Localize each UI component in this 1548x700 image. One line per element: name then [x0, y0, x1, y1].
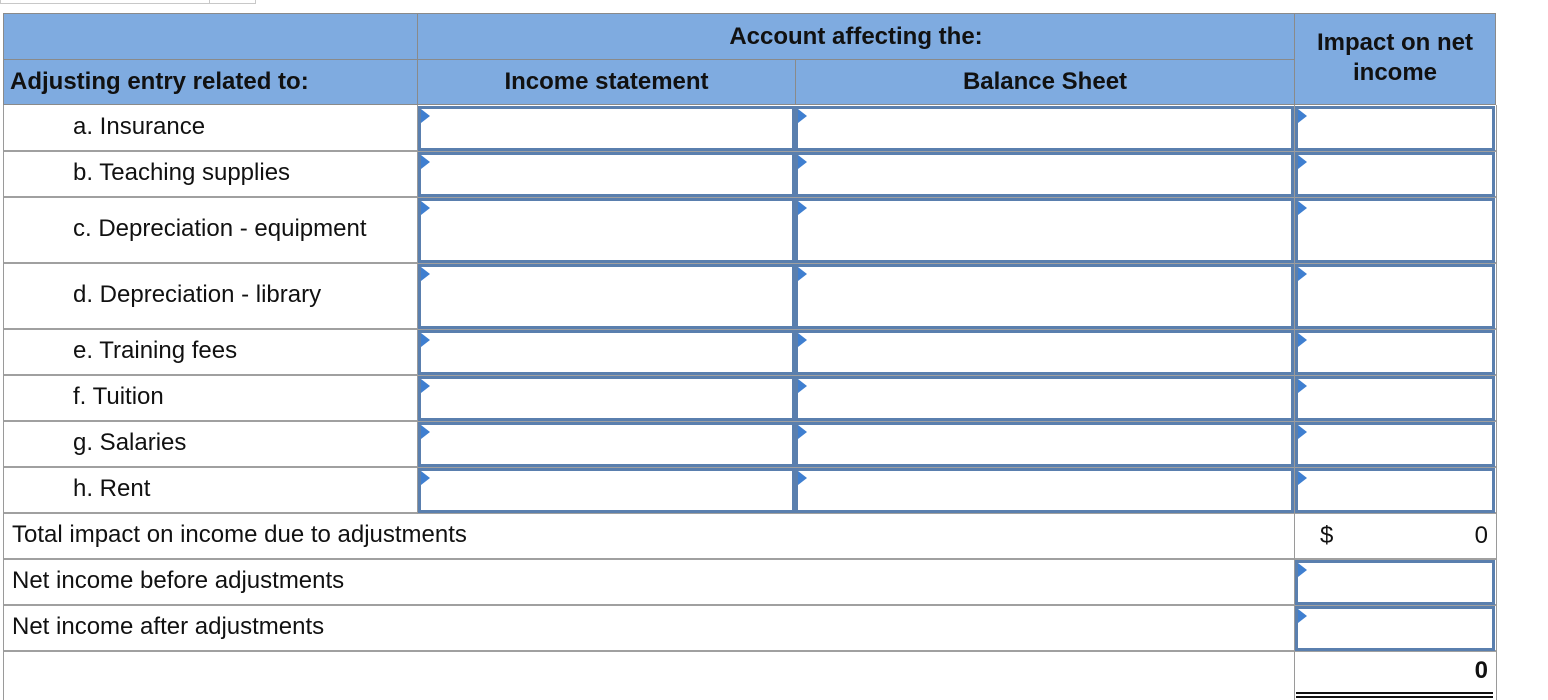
- row-label: e. Training fees: [73, 337, 238, 364]
- impact-input-field[interactable]: [1298, 155, 1492, 194]
- row-label: b. Teaching supplies: [73, 159, 291, 186]
- income-statement-select[interactable]: [418, 106, 795, 151]
- dropdown-marker-icon: [798, 201, 807, 215]
- impact-input-field[interactable]: [1298, 379, 1492, 418]
- total-impact-value: 0: [1474, 522, 1488, 549]
- balance-sheet-select[interactable]: [795, 152, 1294, 197]
- balance-sheet-select[interactable]: [795, 422, 1294, 467]
- total-impact-label: Total impact on income due to adjustments: [12, 521, 467, 548]
- dropdown-marker-icon: [421, 471, 430, 485]
- balance-sheet-select[interactable]: [795, 330, 1294, 375]
- impact-input[interactable]: [1295, 330, 1495, 375]
- header-balance-sheet: [795, 59, 1295, 105]
- net-income-after-field[interactable]: [1298, 609, 1492, 648]
- dropdown-marker-icon: [1298, 267, 1307, 281]
- net-income-after-label: Net income after adjustments: [12, 613, 325, 640]
- dropdown-marker-icon: [421, 201, 430, 215]
- dropdown-marker-icon: [1298, 333, 1307, 347]
- balance-sheet-select[interactable]: [795, 468, 1294, 513]
- balance-sheet-select[interactable]: [795, 264, 1294, 329]
- impact-input-field[interactable]: [1298, 471, 1492, 510]
- final-total-value: 0: [1474, 657, 1488, 684]
- dropdown-marker-icon: [798, 425, 807, 439]
- row-label: d. Depreciation - library: [73, 281, 322, 308]
- row-label: g. Salaries: [73, 429, 187, 456]
- dropdown-marker-icon: [1298, 609, 1307, 623]
- row-label: f. Tuition: [73, 383, 164, 410]
- impact-input-field[interactable]: [1298, 425, 1492, 464]
- dropdown-marker-icon: [1298, 379, 1307, 393]
- total-currency-symbol: $: [1320, 522, 1334, 549]
- dropdown-marker-icon: [421, 379, 430, 393]
- net-income-after-input[interactable]: [1295, 606, 1495, 651]
- impact-input-field[interactable]: [1298, 109, 1492, 148]
- summary-row-final: [3, 651, 1496, 700]
- dropdown-marker-icon: [1298, 201, 1307, 215]
- impact-input-field[interactable]: [1298, 201, 1492, 260]
- header-impact-line2: income: [1352, 59, 1438, 86]
- dropdown-marker-icon: [798, 379, 807, 393]
- double-underline: [1296, 692, 1493, 698]
- header-group-account-affecting: [417, 13, 1295, 60]
- dropdown-marker-icon: [1298, 563, 1307, 577]
- impact-input[interactable]: [1295, 106, 1495, 151]
- impact-input-field[interactable]: [1298, 333, 1492, 372]
- summary-row-before: [3, 559, 1496, 606]
- dropdown-marker-icon: [421, 267, 430, 281]
- dropdown-marker-icon: [798, 333, 807, 347]
- row-label: a. Insurance: [73, 113, 206, 140]
- header-impact-on-net-income: [1294, 13, 1496, 105]
- grid-line-right: [1496, 105, 1497, 700]
- impact-input[interactable]: [1295, 198, 1495, 263]
- header-spacer-cell: [3, 13, 418, 60]
- net-income-before-field[interactable]: [1298, 563, 1492, 602]
- income-statement-select[interactable]: [418, 152, 795, 197]
- summary-row-after: [3, 605, 1496, 652]
- header-income-statement-label: Income statement: [504, 68, 709, 95]
- row-label: h. Rent: [73, 475, 151, 502]
- net-income-before-input[interactable]: [1295, 560, 1495, 605]
- dropdown-marker-icon: [421, 425, 430, 439]
- dropdown-marker-icon: [1298, 471, 1307, 485]
- income-statement-select[interactable]: [418, 376, 795, 421]
- net-income-before-label: Net income before adjustments: [12, 567, 345, 594]
- top-tab-strip: [0, 0, 256, 4]
- header-impact-line1: Impact on net: [1316, 29, 1473, 56]
- income-statement-select[interactable]: [418, 330, 795, 375]
- header-balance-sheet-label: Balance Sheet: [962, 68, 1128, 95]
- balance-sheet-select[interactable]: [795, 106, 1294, 151]
- income-statement-select[interactable]: [418, 264, 795, 329]
- impact-input[interactable]: [1295, 468, 1495, 513]
- grid-line-left: [3, 105, 4, 700]
- income-statement-select[interactable]: [418, 468, 795, 513]
- header-group-label: Account affecting the:: [729, 22, 983, 50]
- income-statement-select[interactable]: [418, 422, 795, 467]
- dropdown-marker-icon: [1298, 425, 1307, 439]
- income-statement-select[interactable]: [418, 198, 795, 263]
- balance-sheet-select[interactable]: [795, 198, 1294, 263]
- dropdown-marker-icon: [798, 267, 807, 281]
- dropdown-marker-icon: [1298, 155, 1307, 169]
- dropdown-marker-icon: [421, 109, 430, 123]
- row-label: c. Depreciation - equipment: [73, 215, 367, 242]
- dropdown-marker-icon: [798, 471, 807, 485]
- impact-input-field[interactable]: [1298, 267, 1492, 326]
- impact-input[interactable]: [1295, 264, 1495, 329]
- dropdown-marker-icon: [421, 155, 430, 169]
- dropdown-marker-icon: [421, 333, 430, 347]
- header-adjusting-entry: [3, 59, 418, 105]
- summary-row-total: [3, 513, 1496, 560]
- balance-sheet-select[interactable]: [795, 376, 1294, 421]
- impact-input[interactable]: [1295, 376, 1495, 421]
- header-adjusting-entry-label: Adjusting entry related to:: [10, 68, 309, 95]
- impact-input[interactable]: [1295, 422, 1495, 467]
- dropdown-marker-icon: [798, 155, 807, 169]
- dropdown-marker-icon: [798, 109, 807, 123]
- dropdown-marker-icon: [1298, 109, 1307, 123]
- impact-input[interactable]: [1295, 152, 1495, 197]
- header-income-statement: [417, 59, 796, 105]
